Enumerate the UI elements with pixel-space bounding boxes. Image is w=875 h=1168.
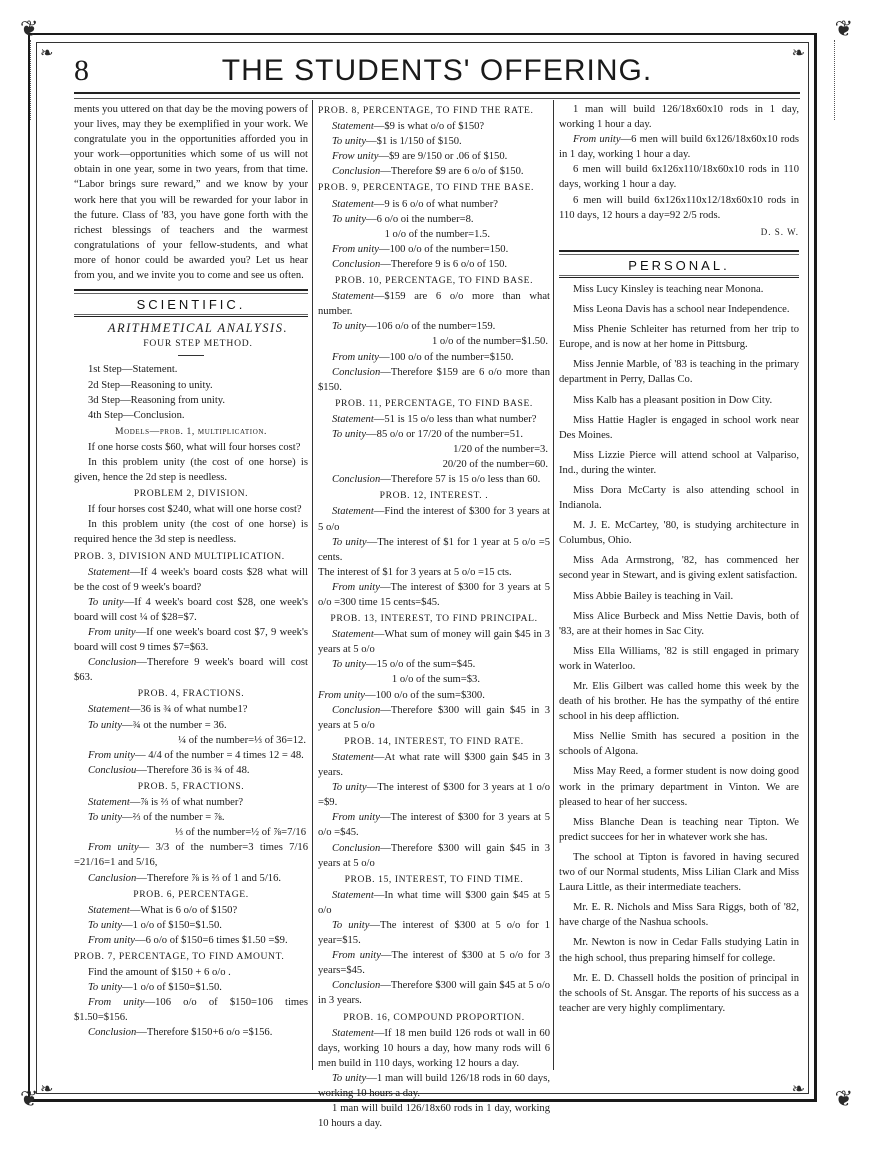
masthead-rule [74, 92, 800, 99]
personal-notes-list [559, 282, 799, 1016]
step-item: 3d Step—Reasoning from unity. [88, 394, 226, 406]
statement-line: Statement—What sum of money will gain $45 in 3 years at 5 o/o [318, 629, 550, 656]
statement-line: Statement—9 is 6 o/o of what number? [332, 198, 498, 210]
floral-corner-ornament-icon: ❦ [20, 16, 39, 41]
continuation-line: 1 man will build 126/18x60x10 rods in 1 day, working 1 hour a day. [559, 104, 799, 131]
problem-heading: PROB. 3, DIVISION AND MULTIPLICATION. [74, 550, 285, 562]
section-header-scientific [74, 289, 308, 317]
from-unity-line: From unity—6 men will build 6x126/18x60x10 rods in 1 day, working 1 hour a day. [559, 134, 799, 161]
from-unity-line: From unity—If one week's board cost $7, 9 week's board will cost 9 times $7=$63. [74, 627, 308, 654]
to-unity-line-2: ⅓ of the number=½ of ⅞=7/16 [175, 827, 306, 839]
conclusion-line: Conclusion—Therefore $300 will gain $45 in 3 years at 5 o/o [318, 842, 550, 869]
editorial-continuation: ments you uttered on that day be the moving powers of your lives, may they be exemplified in your work. We congratulate you in the opportunities afforded you in your work—opportunities which some of us will not obtain in one year, some in two years, from that time. “Labor brings sure reward,” and we know by your work here that you will be rewarded for your labor in the future. Class of '83, you have gone forth with the richest blessings of teachers and the warmest congratulations of your fellow-students, and what more of honor could be awarded you? Let us hear from you, and we invite you to come and see us often. [74, 104, 308, 282]
conclusion-line: Canclusion—Therefore ⅞ is ⅔ of 1 and 5/16. [88, 872, 282, 884]
statement-line: Statement—At what rate will $300 gain $45 in 3 years. [318, 751, 550, 779]
floral-corner-ornament-icon: ❦ [834, 16, 853, 41]
to-unity-line-3: 20/20 of the number=60. [442, 459, 548, 471]
from-unity-line: Frow unity—$9 are 9/150 or .06 of $150. [332, 151, 508, 163]
from-unity-line: From unity—The interest of $300 at 5 o/o for 3 years=$45. [318, 950, 550, 977]
masthead [74, 52, 800, 92]
to-unity-line: To unity—15 o/o of the sum=$45. [332, 659, 476, 671]
floral-inner-ornament-icon: ❧ [791, 45, 805, 62]
to-unity-line: To unity—106 o/o of the number=159. [332, 321, 496, 333]
problem-heading: PROB. 10, PERCENTAGE, TO FIND BASE. [334, 275, 534, 287]
continuation-line: 6 men will build 6x126x110/18x60x10 rods in 110 days, working 1 hour a day. [559, 164, 799, 191]
statement-line: Statement—If 18 men build 126 rods ot wall in 60 days, working 10 hours a day, how many rods will 6 men build in 110 days, working 12 hours a day. [318, 1027, 550, 1069]
step-item: 1st Step—Statement. [88, 364, 178, 376]
personal-note: Miss Ella Williams, '82 is still engaged in primary work in Waterloo. [559, 645, 799, 672]
from-unity-line: From unity—6 o/o of $150=6 times $1.50 =$9. [88, 934, 288, 946]
statement-line: Statement—$9 is what o/o of $150? [332, 121, 485, 133]
section-label: SCIENTIFIC. [136, 297, 246, 313]
statement-line: Find the amount of $150 + 6 o/o . [88, 967, 231, 979]
column-middle [318, 102, 550, 1131]
from-unity-line: From unity—The interest of $300 for 3 years at 5 o/o =$45. [318, 812, 550, 839]
article-subtitle: FOUR STEP METHOD. [143, 338, 253, 350]
problem-heading: PROB. 11, PERCENTAGE, TO FIND BASE. [335, 397, 533, 409]
statement-line: Statement—Find the interest of $300 for 3 years at 5 o/o [318, 506, 550, 533]
short-rule [178, 355, 204, 356]
personal-note: Miss Phenie Schleiter has returned from her trip to Europe, and is now at her home in Pittsburg. [559, 324, 799, 351]
personal-note: Miss May Reed, a former student is now doing good work in the primary department in Vinton. We are pleased to hear of her success. [559, 766, 799, 808]
personal-note: Miss Nellie Smith has secured a position in the schools of Algona. [559, 731, 799, 758]
extra-line: 1 man will build 126/18x60 rods in 1 day, working 10 hours a day. [318, 1103, 550, 1130]
to-unity-line: To unity—85 o/o or 17/20 of the number=51. [332, 428, 523, 440]
floral-inner-ornament-icon: ❧ [40, 1081, 54, 1098]
to-unity-line-2: 1 o/o of the number=$1.50. [431, 336, 548, 348]
continuation-line: 6 men will build 6x126x110x12/18x60x10 rods in 110 days, 12 hours a day=92 2/5 rods. [559, 194, 799, 221]
problem-heading: PROB. 5, FRACTIONS. [137, 780, 245, 792]
personal-note: Miss Hattie Hagler is engaged in school work near Des Moines. [559, 414, 799, 441]
column-divider [312, 100, 313, 1070]
vine-ornament-icon [834, 40, 843, 120]
to-unity-line: To unity—⅔ of the number = ⅞. [88, 812, 225, 824]
statement-line: Statement—If 4 week's board costs $28 what will be the cost of 9 week's board? [74, 566, 308, 593]
from-unity-line: From unity— 3/3 of the number=3 times 7/16 =21/16=1 and 5/16, [74, 842, 308, 869]
problem-heading: PROB. 13, INTEREST, TO FIND PRINCIPAL. [330, 613, 538, 625]
personal-note: Miss Lucy Kinsley is teaching near Monona. [573, 283, 764, 295]
personal-note: M. J. E. McCartey, '80, is studying architecture in Columbus, Ohio. [559, 520, 799, 547]
conclusion-line: Conclusion—Therefore $300 will gain $45 at 5 o/o in 3 years. [318, 980, 550, 1007]
column-divider [553, 100, 554, 1070]
problem-heading: PROB. 7, PERCENTAGE, TO FIND AMOUNT. [74, 950, 285, 962]
statement-line: Statement—What is 6 o/o of $150? [88, 904, 238, 916]
floral-corner-ornament-icon: ❦ [20, 1086, 39, 1111]
statement-line: Statement—In what time will $300 gain $45 at 5 o/o [318, 889, 550, 916]
to-unity-line: To unity—The interest of $300 for 3 years at 1 o/o =$9. [318, 782, 551, 809]
problem-note: In this problem unity (the cost of one horse) is given, hence the 2d step is needless. [74, 456, 308, 484]
personal-note: Mr. E. R. Nichols and Miss Sara Riggs, both of '82, have charge of the Nashua schools. [559, 902, 799, 929]
step-item: 4th Step—Conclusion. [88, 409, 185, 421]
personal-note: Mr. Elis Gilbert was called home this week by the death of his brother. He has the sympathy of thé entire school in his deep affliction. [559, 681, 799, 723]
personal-note: Miss Ada Armstrong, '82, has commenced her second year in Stewart, and is giving exlent satisfaction. [559, 555, 799, 582]
extra-line: The interest of $1 for 3 years at 5 o/o =15 cts. [318, 566, 512, 578]
from-unity-line: From unity—100 o/o of the number=150. [332, 243, 509, 255]
to-unity-line: To unity—1 man will build 126/18 rods in 60 days, working 10 hours a day. [318, 1072, 550, 1099]
personal-note: Miss Blanche Dean is teaching near Tipton. We predict succees for her in whatever work she has. [559, 816, 799, 843]
page-number: 8 [74, 54, 89, 87]
problem-heading: PROB. 6, PERCENTAGE. [133, 888, 249, 900]
to-unity-line-2: ¼ of the number=⅓ of 36=12. [178, 734, 306, 746]
article-title: ARITHMETICAL ANALYSIS. [107, 321, 289, 336]
personal-note: Mr. E. D. Chassell holds the position of principal in the schools of St. Ansgar. The reports of his success as a teacher are very highly complimentary. [559, 972, 799, 1014]
personal-note: Miss Dora McCarty is also attending school in Indianola. [559, 484, 799, 512]
statement-line: Statement—$159 are 6 o/o more than what number. [318, 291, 550, 318]
section-header-personal [559, 250, 799, 278]
section-label: PERSONAL. [628, 257, 730, 273]
column-right [559, 102, 799, 1021]
conclusion-line: Conclusion—Therefore 57 is 15 o/o less than 60. [332, 474, 541, 486]
statement-line: Statement—⅞ is ⅔ of what number? [88, 797, 244, 809]
to-unity-line-2: 1 o/o of the number=1.5. [384, 228, 490, 240]
problem-heading: PROB. 4, FRACTIONS. [137, 688, 245, 700]
floral-inner-ornament-icon: ❧ [791, 1081, 805, 1098]
personal-note: Mr. Newton is now in Cedar Falls studying Latin in the high school, thus preparing himself for college. [559, 937, 799, 964]
publication-title: THE STUDENTS' OFFERING. [221, 54, 653, 87]
personal-note: Miss Leona Davis has a school near Independence. [573, 304, 790, 316]
conclusion-line: Conclusion—Therefore $9 are 6 o/o of $150. [332, 166, 524, 178]
conclusion-line: Conclusion—Therefore $300 will gain $45 in 3 years at 5 o/o [318, 704, 550, 731]
personal-note: Miss Lizzie Pierce will attend school at Valpariso, Ind., during the winter. [559, 449, 799, 476]
to-unity-line: To unity—If 4 week's board cost $28, one week's board will cost ¼ of $28=$7. [74, 596, 308, 623]
from-unity-line: From unity—The interest of $300 for 3 years at 5 o/o =300 time 15 cents=$45. [318, 581, 550, 608]
conclusion-line: Conclusion—Therefore 9 is 6 o/o of 150. [332, 258, 508, 270]
problem-question: If four horses cost $240, what will one horse cost? [88, 504, 302, 516]
personal-note: Miss Alice Burbeck and Miss Nettie Davis, both of '83, are at their homes in Sac City. [559, 610, 799, 637]
statement-line: Statement—51 is 15 o/o less than what number? [332, 413, 537, 425]
from-unity-line: From unity—100 o/o of the number=$150. [332, 351, 514, 363]
to-unity-line: To unity—¾ ot the number = 36. [88, 719, 227, 731]
to-unity-line: To unity—6 o/o oi the number=8. [332, 213, 474, 225]
to-unity-line: To unity—$1 is 1/150 of $150. [332, 136, 462, 148]
conclusion-line: Conclusiou—Therefore 36 is ¾ of 48. [88, 764, 250, 776]
conclusion-line: Conclusion—Therefore $159 are 6 o/o more than $150. [318, 366, 550, 393]
statement-line: Statement—36 is ¾ of what numbe1? [88, 704, 248, 716]
problem-heading: PROB. 14, INTEREST, TO FIND RATE. [344, 735, 524, 747]
step-item: 2d Step—Reasoning to unity. [88, 379, 213, 391]
floral-corner-ornament-icon: ❦ [834, 1086, 853, 1111]
from-unity-line: From unity—100 o/o of the sum=$300. [318, 689, 485, 701]
to-unity-line: To unity—1 o/o of $150=$1.50. [88, 919, 222, 931]
problem-heading: PROB. 12, INTEREST. . [379, 490, 489, 502]
problem-heading: PROB. 15, INTEREST, TO FIND TIME. [344, 873, 524, 885]
personal-note: The school at Tipton is favored in having secured two of our Normal students, Miss Lilian Clark and Miss Laura Little, as their intermediate teachers. [559, 851, 799, 894]
column-left [74, 102, 308, 1041]
problem-heading: PROB. 9, PERCENTAGE, TO FIND THE BASE. [318, 182, 535, 194]
conclusion-line: Conclusion—Therefore $150+6 o/o =$156. [88, 1027, 273, 1039]
problem-heading: PROB. 8, PERCENTAGE, TO FIND THE RATE. [318, 105, 534, 116]
floral-inner-ornament-icon: ❧ [40, 45, 54, 62]
conclusion-line: Conclusion—Therefore 9 week's board will cost $63. [74, 657, 308, 684]
vine-ornament-icon [30, 40, 39, 120]
problem-heading: PROBLEM 2, DIVISION. [133, 488, 249, 500]
problem-question: If one horse costs $60, what will four horses cost? [88, 441, 301, 453]
to-unity-line: To unity—1 o/o of $150=$1.50. [88, 982, 222, 994]
problem-note: In this problem unity (the cost of one horse) is required hence the 3d step is needless. [74, 519, 308, 546]
problem-heading: Models—prob. 1, multiplication. [114, 425, 268, 437]
from-unity-line: From unity— 4/4 of the number = 4 times 12 = 48. [88, 749, 304, 761]
problem-heading: PROB. 16, COMPOUND PROPORTION. [343, 1011, 525, 1023]
author-signature: D. S. W. [760, 226, 799, 237]
personal-note: Miss Abbie Bailey is teaching in Vail. [573, 590, 734, 602]
from-unity-line: From unity—106 o/o of $150=106 times $1.50=$156. [74, 997, 308, 1024]
personal-note: Miss Kalb has a pleasant position in Dow City. [573, 394, 773, 406]
to-unity-line: To unity—The interest of $1 for 1 year at 5 o/o =5 cents. [318, 536, 550, 563]
to-unity-line-2: 1 o/o of the sum=$3. [391, 674, 480, 686]
to-unity-line-2: 1/20 of the number=3. [453, 444, 548, 456]
to-unity-line: To unity—The interest of $300 at 5 o/o for 1 year=$15. [318, 919, 550, 947]
personal-note: Miss Jennie Marble, of '83 is teaching in the primary department in Perry, Dallas Co. [559, 359, 799, 386]
